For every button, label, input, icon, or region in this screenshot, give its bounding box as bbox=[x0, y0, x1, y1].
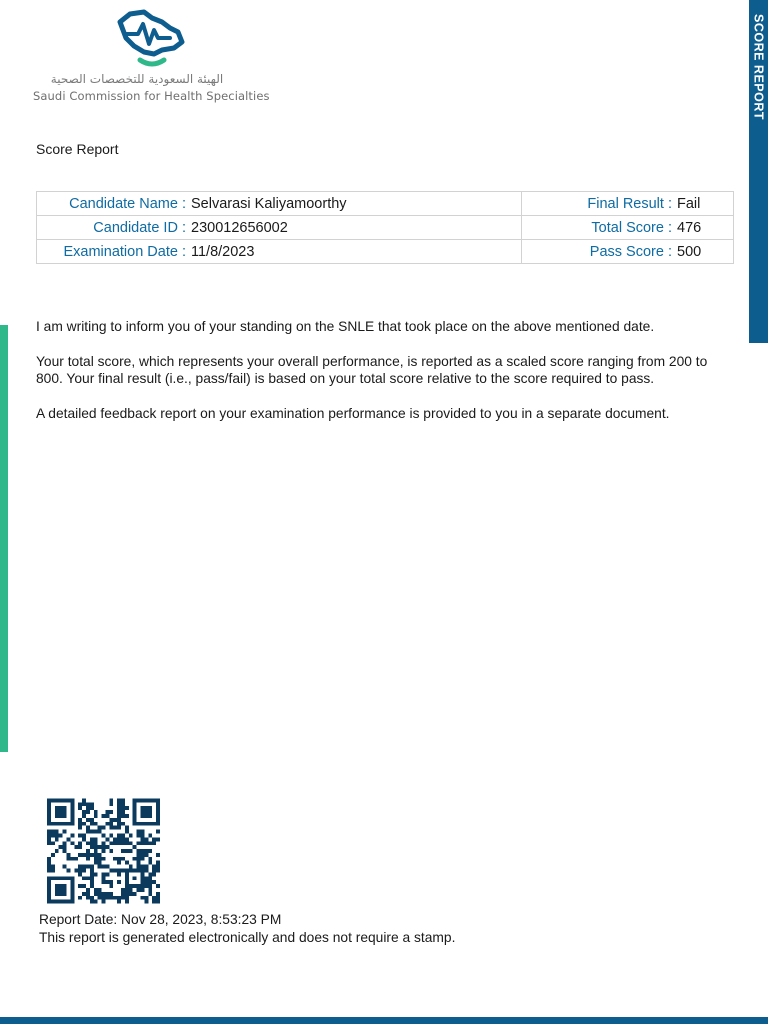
heartbeat-map-icon bbox=[112, 8, 186, 70]
qr-code-icon bbox=[47, 798, 160, 904]
exam-date-value: 11/8/2023 bbox=[191, 243, 255, 260]
accent-bar bbox=[0, 325, 8, 752]
total-score-cell bbox=[522, 216, 734, 240]
candidate-id-cell bbox=[37, 216, 522, 240]
candidate-name-cell bbox=[37, 192, 522, 216]
organization-name-arabic: الهيئة السعودية للتخصصات الصحية bbox=[50, 72, 224, 86]
pass-score-value: 500 bbox=[677, 243, 702, 260]
pass-score-label: Pass Score : bbox=[589, 243, 672, 260]
report-footer bbox=[39, 911, 455, 947]
score-summary-table bbox=[36, 191, 734, 264]
exam-date-cell bbox=[37, 240, 522, 264]
candidate-name-value: Selvarasi Kaliyamoorthy bbox=[191, 195, 347, 212]
table-row bbox=[37, 192, 734, 216]
body-paragraph-intro: I am writing to inform you of your standing on the SNLE that took place on the above mentioned date. bbox=[36, 319, 655, 334]
stamp-note: This report is generated electronically and does not require a stamp. bbox=[39, 930, 456, 945]
candidate-id-value: 230012656002 bbox=[191, 219, 288, 236]
report-date: Report Date: Nov 28, 2023, 8:53:23 PM bbox=[39, 912, 282, 927]
candidate-id-label: Candidate ID : bbox=[93, 219, 186, 236]
final-result-cell bbox=[522, 192, 734, 216]
organization-logo bbox=[30, 8, 270, 108]
total-score-label: Total Score : bbox=[591, 219, 672, 236]
final-result-value: Fail bbox=[677, 195, 701, 212]
side-tab bbox=[749, 0, 768, 343]
body-paragraph-feedback: A detailed feedback report on your examination performance is provided to you in a separate document. bbox=[36, 405, 670, 421]
table-row bbox=[37, 216, 734, 240]
organization-name-english: Saudi Commission for Health Specialties bbox=[33, 89, 270, 103]
letter-body bbox=[36, 318, 736, 439]
bottom-bar bbox=[0, 1017, 768, 1024]
document-title: Score Report bbox=[36, 141, 119, 157]
candidate-name-label: Candidate Name : bbox=[69, 195, 186, 212]
final-result-label: Final Result : bbox=[587, 195, 672, 212]
table-row bbox=[37, 240, 734, 264]
exam-date-label: Examination Date : bbox=[63, 243, 186, 260]
total-score-value: 476 bbox=[677, 219, 702, 236]
body-paragraph-score-explanation: Your total score, which represents your overall performance, is reported as a scaled score ranging from 200 to 800. Your final result (i.e., pass/fail) is based on your total score relative to the score required to pass. bbox=[36, 353, 708, 386]
pass-score-cell bbox=[522, 240, 734, 264]
side-tab-label: SCORE REPORT bbox=[751, 14, 766, 121]
